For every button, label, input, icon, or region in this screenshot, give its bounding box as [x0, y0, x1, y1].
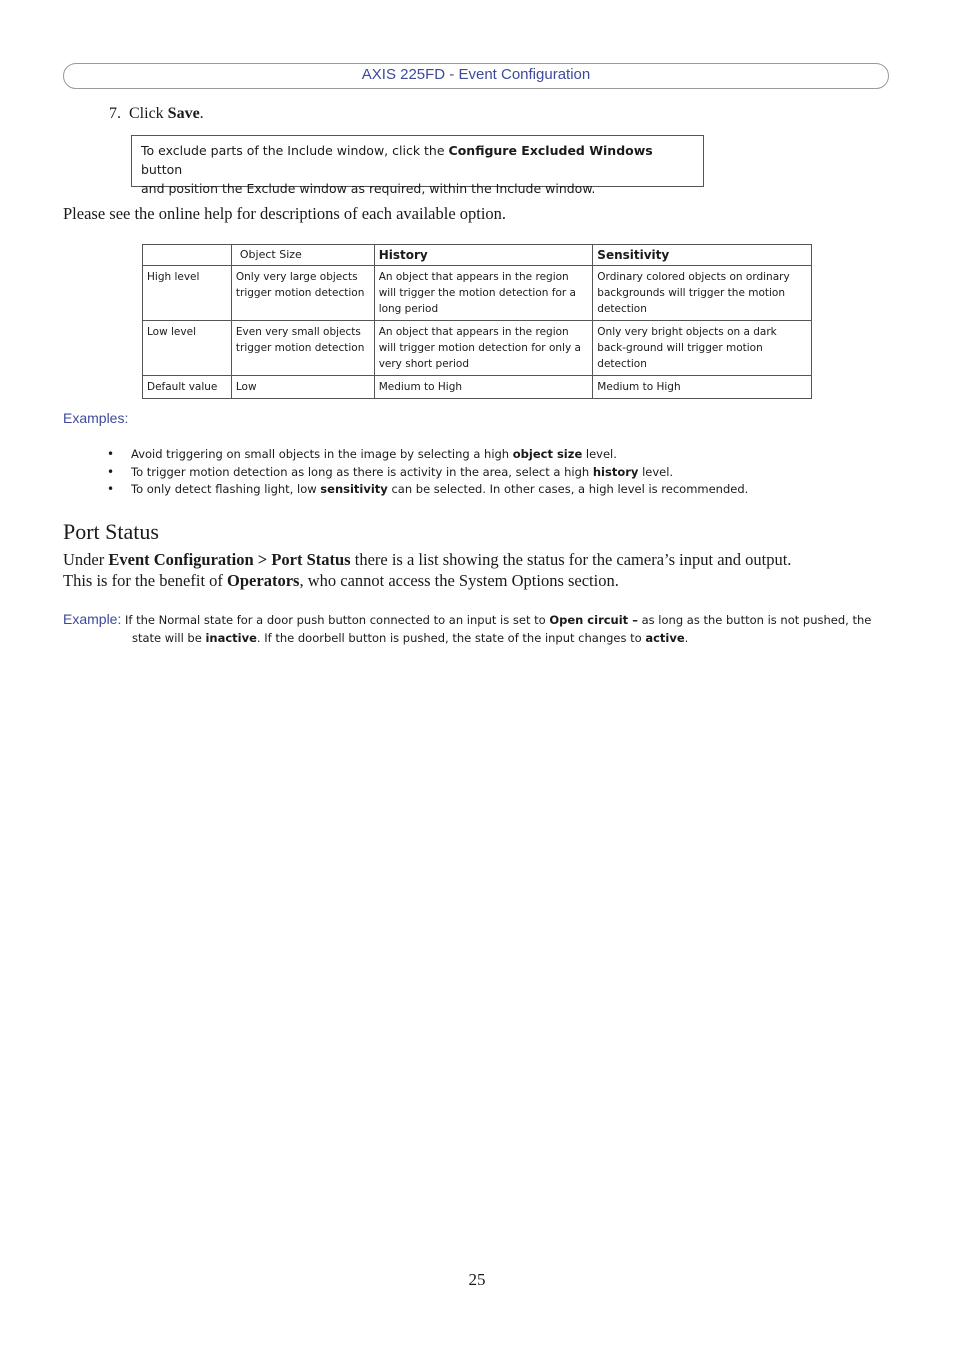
- example-text: as long as the button is not pushed, the: [641, 613, 872, 627]
- note-bold: Configure Excluded Windows: [448, 143, 653, 158]
- table-cell: Default value: [143, 376, 232, 399]
- table-cell: Low: [231, 376, 374, 399]
- table-cell: An object that appears in the region will trigger the motion detection for a long period: [374, 266, 593, 321]
- example-bold: active: [645, 631, 685, 645]
- table-header-history: History: [374, 245, 593, 266]
- body-text: there is a list showing the status for the camera’s input and output.: [354, 550, 792, 569]
- step-text: Click: [129, 105, 164, 122]
- table-cell: An object that appears in the region will trigger motion detection for only a very short period: [374, 321, 593, 376]
- table-cell: Medium to High: [374, 376, 593, 399]
- section-title-port-status: Port Status: [63, 519, 159, 544]
- table-header-row: [143, 245, 812, 266]
- example-block: [63, 610, 893, 647]
- port-status-body: [63, 549, 893, 591]
- examples-list: [107, 446, 748, 499]
- example-text: . If the doorbell button is pushed, the state of the input changes to: [256, 631, 642, 645]
- examples-label: Examples:: [63, 410, 129, 426]
- example-bold: Open circuit –: [549, 613, 638, 627]
- header-bar: [63, 63, 889, 89]
- list-item-text: Avoid triggering on small objects in the image by selecting a high: [131, 447, 510, 461]
- header-title: AXIS 225FD - Event Configuration: [361, 66, 591, 83]
- note-part2: button: [141, 162, 183, 177]
- table-cell: Even very small objects trigger motion detection: [231, 321, 374, 376]
- page-number: 25: [468, 1270, 486, 1289]
- body-bold: Event Configuration > Port Status: [108, 550, 351, 569]
- step-end: .: [199, 105, 204, 122]
- example-label: Example:: [63, 611, 122, 627]
- table-row: [143, 376, 812, 399]
- note-part3: and position the Exclude window as required, within the Include window.: [141, 181, 596, 196]
- table-header-sensitivity: Sensitivity: [593, 245, 812, 266]
- example-continuation: [63, 629, 893, 647]
- list-item-text: To trigger motion detection as long as there is activity in the area, select a high: [131, 464, 590, 479]
- table-cell: Only very large objects trigger motion detection: [231, 266, 374, 321]
- list-item: [107, 481, 748, 499]
- options-table: [142, 244, 812, 399]
- example-text: If the Normal state for a door push button connected to an input is set to: [125, 613, 546, 627]
- body-text: This is for the benefit of: [63, 571, 223, 590]
- example-text: state will be: [132, 631, 202, 645]
- list-item-bold: sensitivity: [320, 482, 388, 497]
- list-item-text: level.: [642, 464, 674, 479]
- example-text: .: [684, 631, 689, 645]
- body-text: Under: [63, 550, 105, 569]
- list-item-text: can be selected. In other cases, a high level is recommended.: [391, 482, 749, 497]
- step-save-bold: Save: [167, 105, 200, 122]
- list-item-bold: object size: [512, 447, 583, 461]
- intro-text: Please see the online help for descriptions of each available option.: [63, 204, 507, 223]
- table-header-empty: [143, 245, 232, 266]
- table-header-object-size: Object Size: [231, 245, 374, 266]
- body-text: , who cannot access the System Options section.: [299, 571, 619, 590]
- note-part1: To exclude parts of the Include window, click the: [141, 143, 445, 158]
- table-row: [143, 266, 812, 321]
- step-7: [109, 105, 204, 123]
- table-cell: Only very bright objects on a dark back-ground will trigger motion detection: [593, 321, 812, 376]
- body-bold: Operators: [227, 571, 300, 590]
- list-item: [107, 446, 748, 464]
- table-cell: Ordinary colored objects on ordinary backgrounds will trigger the motion detection: [593, 266, 812, 321]
- list-item-text: To only detect flashing light, low: [131, 482, 317, 497]
- example-bold: inactive: [205, 631, 257, 645]
- list-item-bold: history: [592, 464, 639, 479]
- table-cell: High level: [143, 266, 232, 321]
- list-item: [107, 464, 748, 482]
- table-cell: Medium to High: [593, 376, 812, 399]
- list-item-text: level.: [585, 447, 617, 461]
- step-number: 7.: [109, 105, 121, 122]
- table-cell: Low level: [143, 321, 232, 376]
- note-box: [131, 135, 704, 196]
- table-row: [143, 321, 812, 376]
